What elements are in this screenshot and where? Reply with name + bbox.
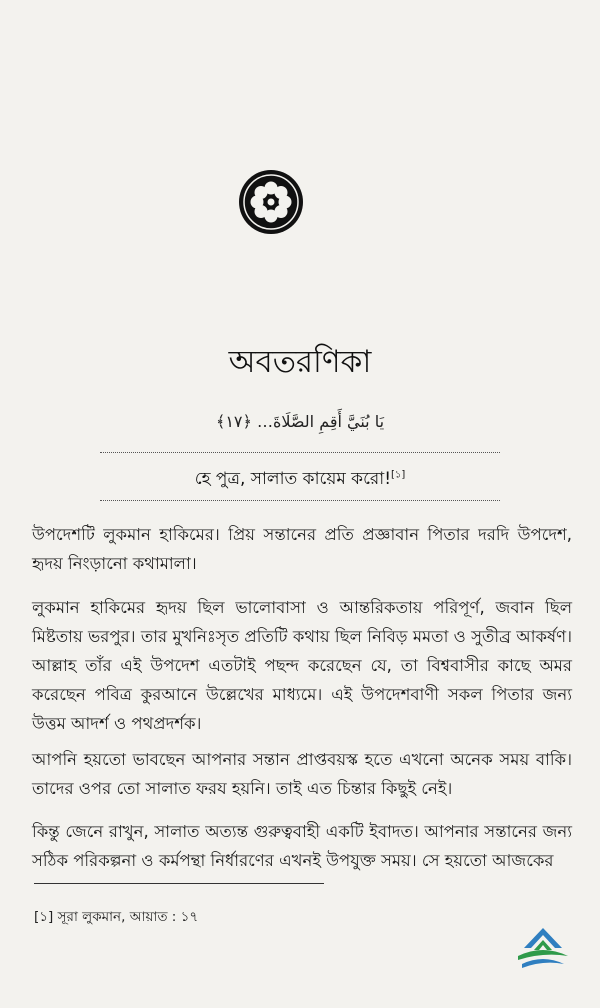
arabic-verse: يَا بُنَيَّ أَقِمِ الصَّلَاةَ… ﴿١٧﴾ bbox=[215, 412, 385, 431]
paragraph-1: উপদেশটি লুকমান হাকিমের। প্রিয় সন্তানের প্রতি প্রজ্ঞাবান পিতার দরদি উপদেশ, হৃদয় নিংড়ানো কথামালা। bbox=[32, 525, 572, 573]
footnote-separator bbox=[34, 883, 324, 884]
paragraph-3: আপনি হয়তো ভাবছেন আপনার সন্তান প্রাপ্তবয়স্ক হতে এখনো অনেক সময় বাকি। তাদের ওপর তো সালাত ফরয হয়নি। তাই এত চিন্তার কিছুই নেই। bbox=[32, 750, 572, 798]
verse-translation bbox=[0, 466, 600, 494]
dotted-divider-top bbox=[100, 452, 500, 453]
footnote-text: সূরা লুকমান, আয়াত : ১৭ bbox=[57, 909, 199, 925]
footnote-mark: [১] bbox=[34, 909, 54, 925]
footnote-reference: [১] bbox=[391, 469, 406, 481]
translation-text: হে পুত্র, সালাত কায়েম করো! bbox=[194, 469, 392, 489]
footnote bbox=[34, 906, 198, 929]
dotted-divider-bottom bbox=[100, 500, 500, 501]
paragraph-2: লুকমান হাকিমের হৃদয় ছিল ভালোবাসা ও আন্তরিকতায় পরিপূর্ণ, জবান ছিল মিষ্টতায় ভরপুর। তার মুখনিঃসৃত প্রতিটি কথায় ছিল নিবিড় মমতা ও সুতীব্র আকর্ষণ। আল্লাহ তাঁর এই উপদেশ এতটাই পছন্দ করেছেন যে, তা বিশ্ববাসীর কাছে অমর করেছেন পবিত্র কুরআনে উল্লেখের মাধ্যমে। এই উপদেশবাণী সকল পিতার জন্য উত্তম আদর্শ ও পথপ্রদর্শক। bbox=[32, 598, 572, 733]
paragraph-4: কিন্তু জেনে রাখুন, সালাত অত্যন্ত গুরুত্ববাহী একটি ইবাদত। আপনার সন্তানের জন্য সঠিক পরিকল্পনা ও কর্মপন্থা নির্ধারণের এখনই উপযুক্ত সময়। সে হয়তো আজকের bbox=[32, 822, 572, 870]
flower-ornament-icon bbox=[237, 168, 305, 236]
publisher-logo-icon bbox=[514, 922, 572, 980]
chapter-title: অবতরণিকা bbox=[228, 344, 372, 380]
